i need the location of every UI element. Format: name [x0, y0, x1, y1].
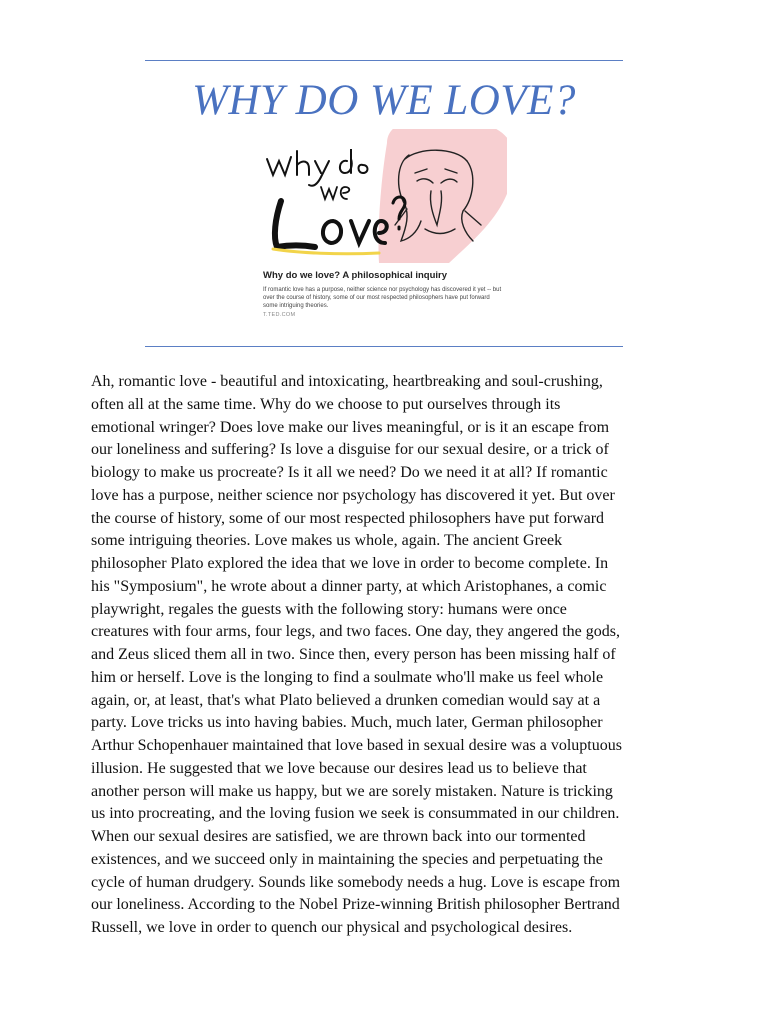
top-divider	[145, 60, 623, 61]
body-line: our loneliness and suffering? Is love a disguise for our sexual desire, or a trick of	[91, 441, 609, 459]
heart-illustration	[259, 129, 507, 263]
body-line: playwright, regales the guests with the following story: humans were once	[91, 600, 567, 618]
body-line: some intriguing theories. Love makes us whole, again. The ancient Greek	[91, 532, 563, 550]
card-source: T.TED.COM	[263, 312, 296, 318]
body-line: another person will make us happy, but we are sorely mistaken. Nature is tricking	[91, 782, 613, 800]
page-title: WHY DO WE LOVE?	[192, 77, 576, 124]
body-line: Ah, romantic love - beautiful and intoxicating, heartbreaking and soul-crushing,	[91, 373, 603, 390]
body-line: Russell, we love in order to quench our physical and psychological desires.	[91, 919, 573, 936]
body-paragraph	[91, 371, 691, 940]
body-line: Arthur Schopenhauer maintained that love based in sexual desire was a voluptuous	[91, 737, 622, 754]
body-line: and Zeus sliced them all in two. Since then, every person has been missing half of	[91, 646, 616, 663]
body-line: his "Symposium", he wrote about a dinner party, at which Aristophanes, a comic	[91, 577, 607, 595]
art-text: why do we Love?	[259, 129, 267, 130]
body-line: party. Love tricks us into having babies. Much, much later, German philosopher	[91, 714, 603, 732]
body-line: our loneliness. According to the Nobel Prize-winning British philosopher Bertrand	[91, 896, 620, 914]
body-line: existences, and we succeed only in maintaining the species and perpetuating the	[91, 850, 603, 868]
body-line: creatures with four arms, four legs, and two faces. One day, they angered the gods,	[91, 623, 620, 641]
body-line: again, or, at least, that's what Plato believed a drunken comedian would say at a	[91, 691, 601, 709]
body-line: When our sexual desires are satisfied, we are thrown back into our tormented	[91, 828, 586, 845]
card-description: If romantic love has a purpose, neither science nor psychology has discovered it yet -- but over the course of history, some of our most respected philosophers have put forward some intriguing theories.	[263, 287, 502, 309]
body-line: emotional wringer? Does love make our lives meaningful, or is it an escape from	[91, 418, 610, 436]
bottom-divider	[145, 346, 623, 347]
link-preview-card[interactable]	[259, 129, 507, 321]
body-line: him or herself. Love is the longing to find a soulmate who'll make us feel whole	[91, 668, 604, 686]
body-line: illusion. He suggested that we love because our desires lead us to believe that	[91, 759, 587, 777]
body-line: love has a purpose, neither science nor psychology has discovered it yet. But over	[91, 486, 615, 504]
body-line: biology to make us procreate? Is it all we need? Do we need it at all? If romantic	[91, 464, 608, 481]
body-line: the course of history, some of our most respected philosophers have put forward	[91, 509, 605, 527]
body-line: often all at the same time. Why do we choose to put ourselves through its	[91, 395, 561, 413]
body-line: cycle of human drudgery. Sounds like somebody needs a hug. Love is escape from	[91, 873, 621, 891]
card-title[interactable]: Why do we love? A philosophical inquiry	[263, 270, 448, 281]
body-line: philosopher Plato explored the idea that we love in order to become complete. In	[91, 555, 609, 572]
body-line: us into procreating, and the loving fusion we seek is consummated in our children.	[91, 805, 620, 823]
